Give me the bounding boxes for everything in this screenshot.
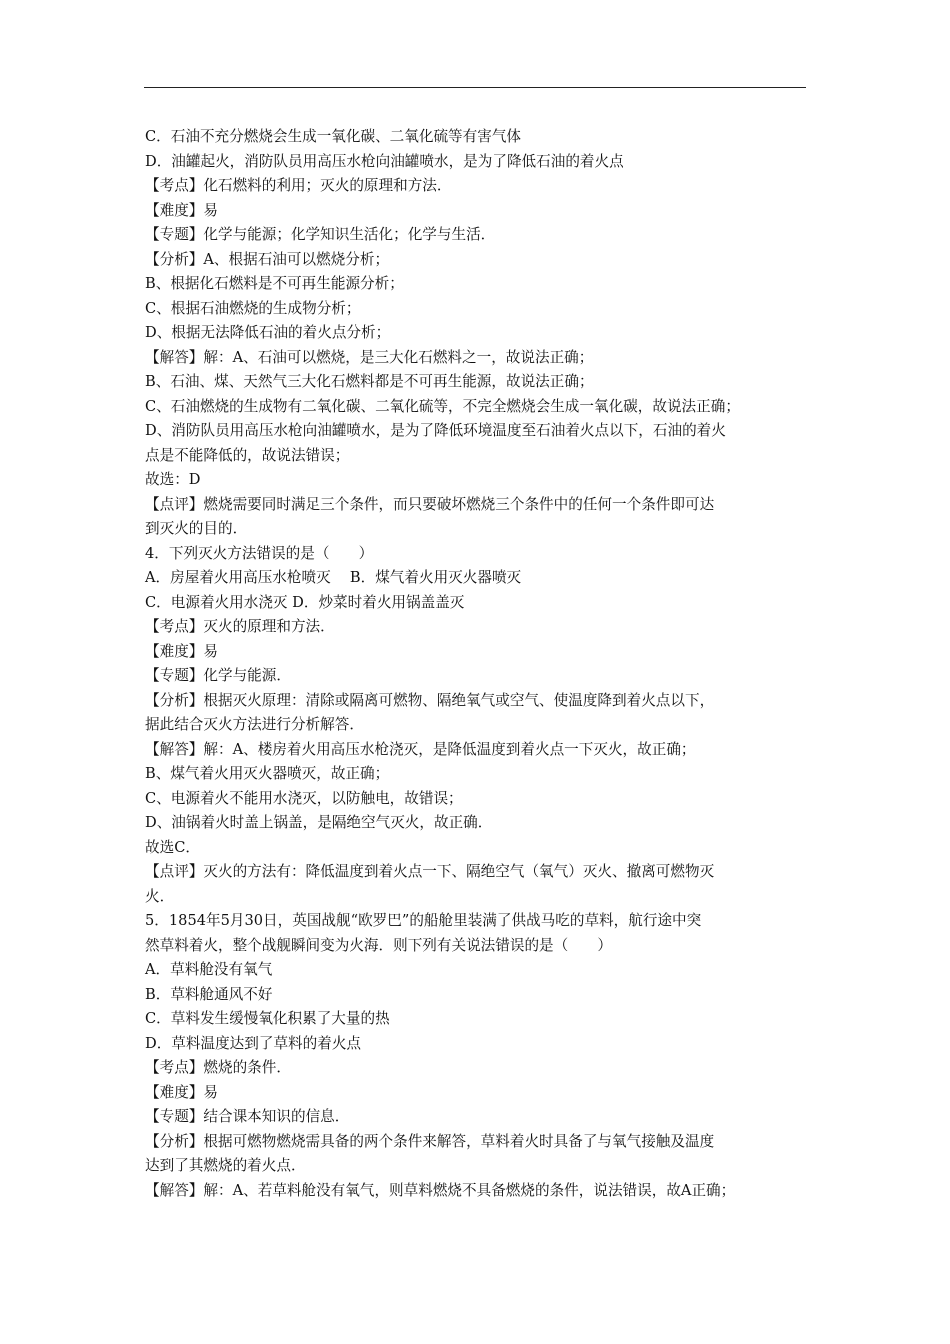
text-line: 【专题】结合课本知识的信息． (145, 1108, 350, 1125)
question-5-stem: 然草料着火，整个战舰瞬间变为火海．则下列有关说法错误的是（ ） (145, 936, 613, 954)
text-line: 【解答】解：A、若草料舱没有氧气，则草料燃烧不具备燃烧的条件，说法错误，故A正确； (145, 1181, 736, 1199)
text-line: B、石油、煤、天然气三大化石燃料都是不可再生能源，故说法正确； (145, 373, 594, 390)
text-line: 【解答】解：A、石油可以燃烧，是三大化石燃料之一，故说法正确； (145, 348, 594, 366)
text-line: 【解答】解：A、楼房着火用高压水枪浇灭，是降低温度到着火点一下灭火，故正确； (145, 740, 696, 758)
text-line: C、根据石油燃烧的生成物分析； (145, 299, 361, 317)
question-4-stem: 4．下列灭火方法错误的是（ ） (145, 544, 374, 562)
text-line: 据此结合灭火方法进行分析解答． (145, 716, 364, 733)
text-line: B、煤气着火用灭火器喷灭，故正确； (145, 765, 390, 782)
text-line: 点是不能降低的，故说法错误； (145, 446, 350, 464)
text-line: D．油罐起火，消防队员用高压水枪向油罐喷水，是为了降低石油的着火点 (145, 152, 624, 170)
text-line: C、石油燃烧的生成物有二氧化碳、二氧化硫等，不完全燃烧会生成一氧化碳，故说法正确； (145, 397, 740, 415)
text-line: 【分析】根据灭火原理：清除或隔离可燃物、隔绝氧气或空气、使温度降到着火点以下， (145, 691, 715, 709)
text-line: 故选：D (145, 471, 201, 488)
text-line: D、根据无法降低石油的着火点分析； (145, 324, 391, 341)
question-4-options-cd: C．电源着火用水浇灭 D．炒菜时着火用锅盖盖灭 (145, 593, 465, 611)
text-line: 到灭火的目的． (145, 520, 248, 537)
text-line: 【分析】A、根据石油可以燃烧分析； (145, 250, 390, 268)
text-line: 故选C． (145, 838, 200, 856)
question-5-option-a: A．草料舱没有氧气 (145, 961, 273, 978)
document-body (145, 125, 825, 1203)
text-line: 【分析】根据可燃物燃烧需具备的两个条件来解答，草料着火时具备了与氧气接触及温度 (145, 1132, 715, 1150)
text-line: D、消防队员用高压水枪向油罐喷水，是为了降低环境温度至石油着火点以下，石油的着火 (145, 422, 726, 439)
text-line: 【考点】灭火的原理和方法． (145, 618, 335, 635)
text-line: 【难度】易 (145, 1083, 218, 1101)
text-line: B、根据化石燃料是不可再生能源分析； (145, 275, 404, 292)
header-rule (144, 87, 806, 88)
text-line: 【难度】易 (145, 642, 218, 660)
text-line: C．石油不充分燃烧会生成一氧化碳、二氧化硫等有害气体 (145, 128, 522, 145)
text-line: 达到了其燃烧的着火点． (145, 1157, 306, 1174)
question-5-option-d: D．草料温度达到了草料的着火点 (145, 1034, 362, 1052)
text-line: 【专题】化学与能源． (145, 667, 291, 684)
text-line: 【考点】燃烧的条件． (145, 1059, 291, 1076)
text-line: 【专题】化学与能源；化学知识生活化；化学与生活． (145, 226, 496, 243)
question-4-options-ab: A．房屋着火用高压水枪喷灭 B．煤气着火用灭火器喷灭 (145, 569, 522, 586)
text-line: C、电源着火不能用水浇灭，以防触电，故错误； (145, 789, 463, 807)
text-line: 【考点】化石燃料的利用；灭火的原理和方法． (145, 177, 452, 194)
text-line: 火． (145, 887, 175, 905)
text-line: D、油锅着火时盖上锅盖，是隔绝空气灭火，故正确． (145, 814, 493, 831)
text-line: 【难度】易 (145, 201, 218, 219)
question-5-option-b: B．草料舱通风不好 (145, 985, 273, 1003)
text-line: 【点评】燃烧需要同时满足三个条件，而只要破坏燃烧三个条件中的任何一个条件即可达 (145, 495, 715, 513)
question-5-option-c: C．草料发生缓慢氧化积累了大量的热 (145, 1010, 390, 1027)
question-5-stem: 5．1854年5月30日，英国战舰“欧罗巴”的船舱里装满了供战马吃的草料，航行途中突 (145, 912, 702, 929)
text-line: 【点评】灭火的方法有：降低温度到着火点一下、隔绝空气（氧气）灭火、撤离可燃物灭 (145, 863, 715, 880)
